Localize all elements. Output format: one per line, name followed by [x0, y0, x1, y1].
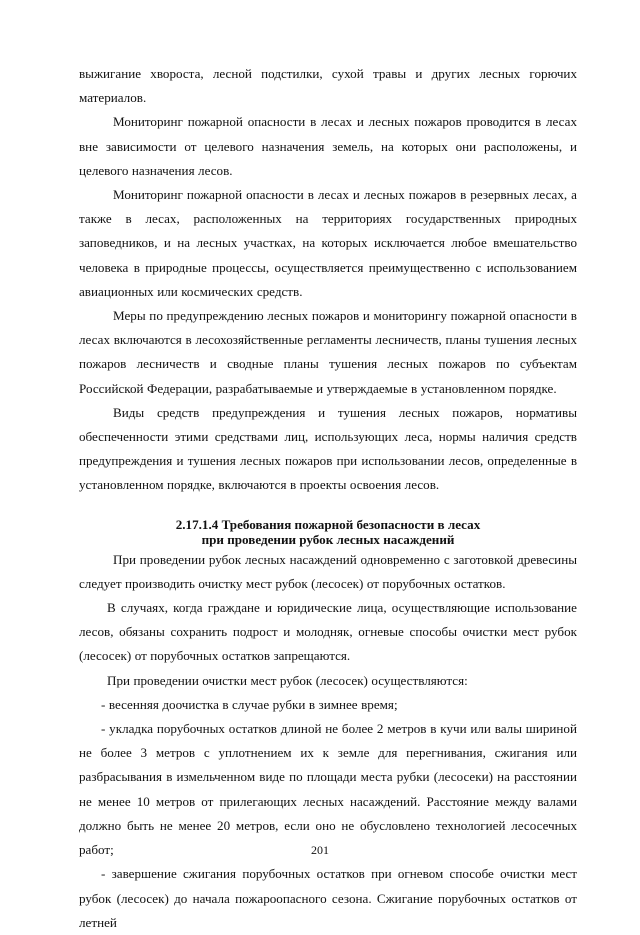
paragraph-fire-methods-prohibited: В случаях, когда граждане и юридические лица, осуществляющие использование лесов, обязаны сохранить подрост и молодняк, огневые способы очистки мест рубок (лесосек) от порубочных остатков запрещаются. [79, 600, 577, 664]
paragraph-logging-cleanup: При проведении рубок лесных насаждений одновременно с заготовкой древесины следует производить очистку мест рубок (лесосек) от порубочных остатков. [79, 551, 577, 591]
list-item-spring-cleanup: - весенняя доочистка в случае рубки в зимнее время; [101, 696, 398, 712]
list-item-burning-completion: - завершение сжигания порубочных остатков при огневом способе очистки мест рубок (лесосек) до начала пожароопасного сезона. Сжигание порубочных остатков от летней [79, 866, 577, 930]
paragraph-monitoring-reserve-forests: Мониторинг пожарной опасности в лесах и лесных пожаров в резервных лесах, а также в лесах, расположенных на территориях государственных природных заповедников, и на лесных участках, на которых исключается любое вмешательство человека в природные процессы, осуществляется преимущественно с использованием авиационных или космических средств. [79, 187, 577, 299]
paragraph-means-of-prevention: Виды средств предупреждения и тушения лесных пожаров, нормативы обеспеченности этими средствами лиц, использующих леса, нормы наличия средств предупреждения и тушения лесных пожаров при использовании лесов, определенные в установленном порядке, включаются в проекты освоения лесов. [79, 404, 577, 493]
paragraph-continuation: выжигание хвороста, лесной подстилки, сухой травы и других лесных горючих материалов. [79, 66, 577, 106]
list-item-piling-residues: - укладка порубочных остатков длиной не более 2 метров в кучи или валы шириной не более 3 метров с уплотнением их к земле для перегнивания, сжигания или разбрасывания в измельченном виде по площади места рубки (лесосеки) на расстоянии не менее 10 метров от прилегающих лесных насаждений. Расстояние между валами должно быть не менее 20 метров, если оно не обусловлено технологией лесосечных работ; [79, 721, 577, 858]
page-number: 201 [311, 843, 329, 857]
paragraph-monitoring-scope: Мониторинг пожарной опасности в лесах и лесных пожаров проводится в лесах вне зависимости от целевого назначения земель, на которых они расположены, и целевого назначения лесов. [79, 114, 577, 178]
body-text [79, 62, 577, 935]
section-heading [79, 517, 577, 548]
paragraph-prevention-measures: Меры по предупреждению лесных пожаров и мониторингу пожарной опасности в лесах включаются в лесохозяйственные регламенты лесничеств, планы тушения лесных пожаров лесничеств и сводные планы тушения лесных пожаров по субъектам Российской Федерации, разрабатываемые и утверждаемые в установленном порядке. [79, 308, 577, 396]
section-heading-line-2: при проведении рубок лесных насаждений [201, 532, 455, 548]
paragraph-cleanup-intro: При проведении очистки мест рубок (лесосек) осуществляются: [107, 672, 468, 688]
section-heading-line-1: 2.17.1.4 Требования пожарной безопасности в лесах [175, 516, 481, 532]
